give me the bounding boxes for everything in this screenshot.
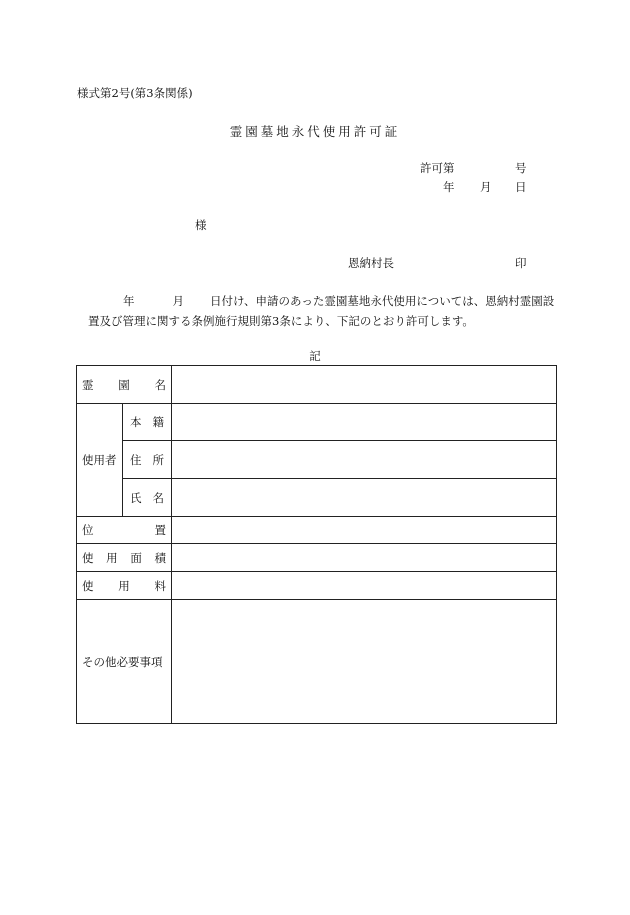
user-name-value[interactable] [172,479,557,517]
label-user-domicile: 本 籍 [123,404,172,441]
label-fee: 使 用 料 [77,572,172,600]
label-other: その他必要事項 [77,600,172,724]
issuer-name: 恩納村長 [348,256,394,270]
row-user-address [77,441,557,479]
label-user-group: 使用者 [77,404,123,517]
row-location [77,517,557,544]
user-address-value[interactable] [172,441,557,479]
body-month: 月 [172,294,184,308]
seal-mark: 印 [515,256,527,270]
record-heading: 記 [309,349,321,363]
issue-date-day: 日 [515,180,527,194]
fee-value[interactable] [172,572,557,600]
form-number: 様式第2号(第3条関係) [77,86,193,100]
body-year: 年 [123,294,135,308]
row-other [77,600,557,724]
row-user-name [77,479,557,517]
label-user-address: 住 所 [123,441,172,479]
location-value[interactable] [172,517,557,544]
body-line1-rest: 日付け、申請のあった霊園墓地永代使用については、恩納村霊園設 [210,294,555,308]
document-title: 霊園墓地永代使用許可証 [229,124,401,139]
permit-record-table [76,365,557,724]
label-cemetery-name: 霊 園 名 [77,366,172,404]
row-fee [77,572,557,600]
cemetery-name-value[interactable] [172,366,557,404]
issue-date-year: 年 [443,180,455,194]
recipient-honorific: 様 [195,218,207,232]
label-area: 使 用 面 積 [77,544,172,572]
permit-number-prefix: 許可第 [420,161,455,175]
body-text-line-1 [123,293,554,309]
permit-number-suffix: 号 [515,161,527,175]
user-domicile-value[interactable] [172,404,557,441]
row-area [77,544,557,572]
label-user-name: 氏 名 [123,479,172,517]
other-value[interactable] [172,600,557,724]
body-text-line-2: 置及び管理に関する条例施行規則第3条により、下記のとおり許可します。 [88,314,474,328]
issue-date-month: 月 [480,180,492,194]
row-user-domicile [77,404,557,441]
row-cemetery-name [77,366,557,404]
area-value[interactable] [172,544,557,572]
label-location: 位 置 [77,517,172,544]
